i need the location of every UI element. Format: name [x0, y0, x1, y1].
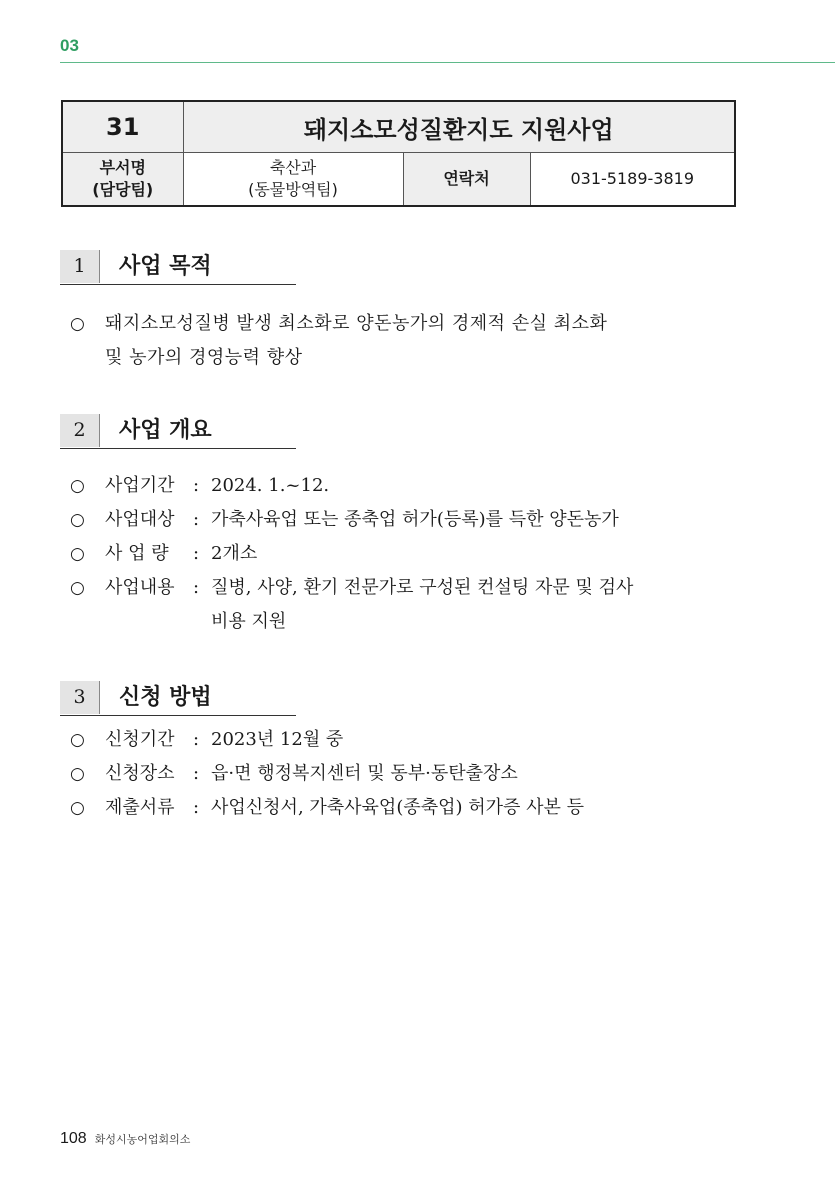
- dept-label: [62, 153, 183, 207]
- section-2-number: 2: [60, 414, 100, 447]
- circle-bullet-icon: ○: [70, 798, 85, 818]
- footer-organization: 화성시농어업회의소: [94, 1134, 191, 1146]
- section-3-number: 3: [60, 681, 100, 714]
- circle-bullet-icon: ○: [70, 730, 85, 750]
- item-value: 질병, 사양, 환기 전문가로 구성된 컨설팅 자문 및 검사: [211, 577, 634, 598]
- project-number: 31: [62, 101, 183, 153]
- project-info-table: [61, 100, 736, 207]
- circle-bullet-icon: ○: [70, 578, 85, 598]
- item-colon: :: [193, 475, 200, 496]
- item-value-continued: 비용 지원: [211, 611, 287, 632]
- page-footer: [60, 1130, 190, 1148]
- section-1-heading: [60, 250, 296, 285]
- item-key: 사업대상: [105, 509, 175, 530]
- item-value: 사업신청서, 가축사육업(종축업) 허가증 사본 등: [211, 797, 585, 818]
- contact-value: 031-5189-3819: [530, 153, 735, 207]
- circle-bullet-icon: ○: [70, 764, 85, 784]
- dept-label-line1: 부서명: [99, 158, 146, 177]
- item-key: 사 업 량: [105, 543, 169, 564]
- circle-bullet-icon: ○: [70, 314, 85, 334]
- section-3-title: 신청 방법: [119, 685, 212, 710]
- item-key: 신청장소: [105, 763, 175, 784]
- item-colon: :: [193, 729, 200, 750]
- item-colon: :: [193, 763, 200, 784]
- item-key: 사업기간: [105, 475, 175, 496]
- chapter-number: 03: [60, 36, 79, 55]
- project-title: 돼지소모성질환지도 지원사업: [183, 101, 735, 153]
- item-key: 제출서류: [105, 797, 175, 818]
- circle-bullet-icon: ○: [70, 544, 85, 564]
- item-colon: :: [193, 797, 200, 818]
- item-key: 사업내용: [105, 577, 175, 598]
- dept-label-line2: (담당팀): [92, 180, 154, 199]
- purpose-paragraph: [70, 307, 740, 375]
- circle-bullet-icon: ○: [70, 510, 85, 530]
- section-1-title: 사업 목적: [119, 254, 212, 279]
- item-colon: :: [193, 509, 200, 530]
- item-colon: :: [193, 577, 200, 598]
- section-1-number: 1: [60, 250, 100, 283]
- purpose-line-2: 및 농가의 경영능력 향상: [105, 347, 303, 368]
- purpose-line-1: 돼지소모성질병 발생 최소화로 양돈농가의 경제적 손실 최소화: [105, 313, 608, 334]
- item-colon: :: [193, 543, 200, 564]
- item-value: 읍·면 행정복지센터 및 동부·동탄출장소: [211, 763, 518, 784]
- page-number: 108: [60, 1130, 87, 1147]
- section-3-heading: [60, 681, 296, 716]
- section-2-title: 사업 개요: [119, 418, 212, 443]
- chapter-divider: [60, 62, 835, 63]
- item-value: 2개소: [211, 543, 258, 564]
- item-value: 가축사육업 또는 종축업 허가(등록)를 득한 양돈농가: [211, 509, 619, 530]
- item-key: 신청기간: [105, 729, 175, 750]
- dept-value-line2: (동물방역팀): [248, 180, 338, 199]
- item-value: 2024. 1.~12.: [211, 475, 330, 496]
- section-2-heading: [60, 414, 296, 449]
- contact-label: 연락처: [403, 153, 530, 207]
- circle-bullet-icon: ○: [70, 476, 85, 496]
- dept-value-line1: 축산과: [269, 158, 317, 177]
- dept-value: [183, 153, 403, 207]
- item-value: 2023년 12월 중: [211, 729, 344, 750]
